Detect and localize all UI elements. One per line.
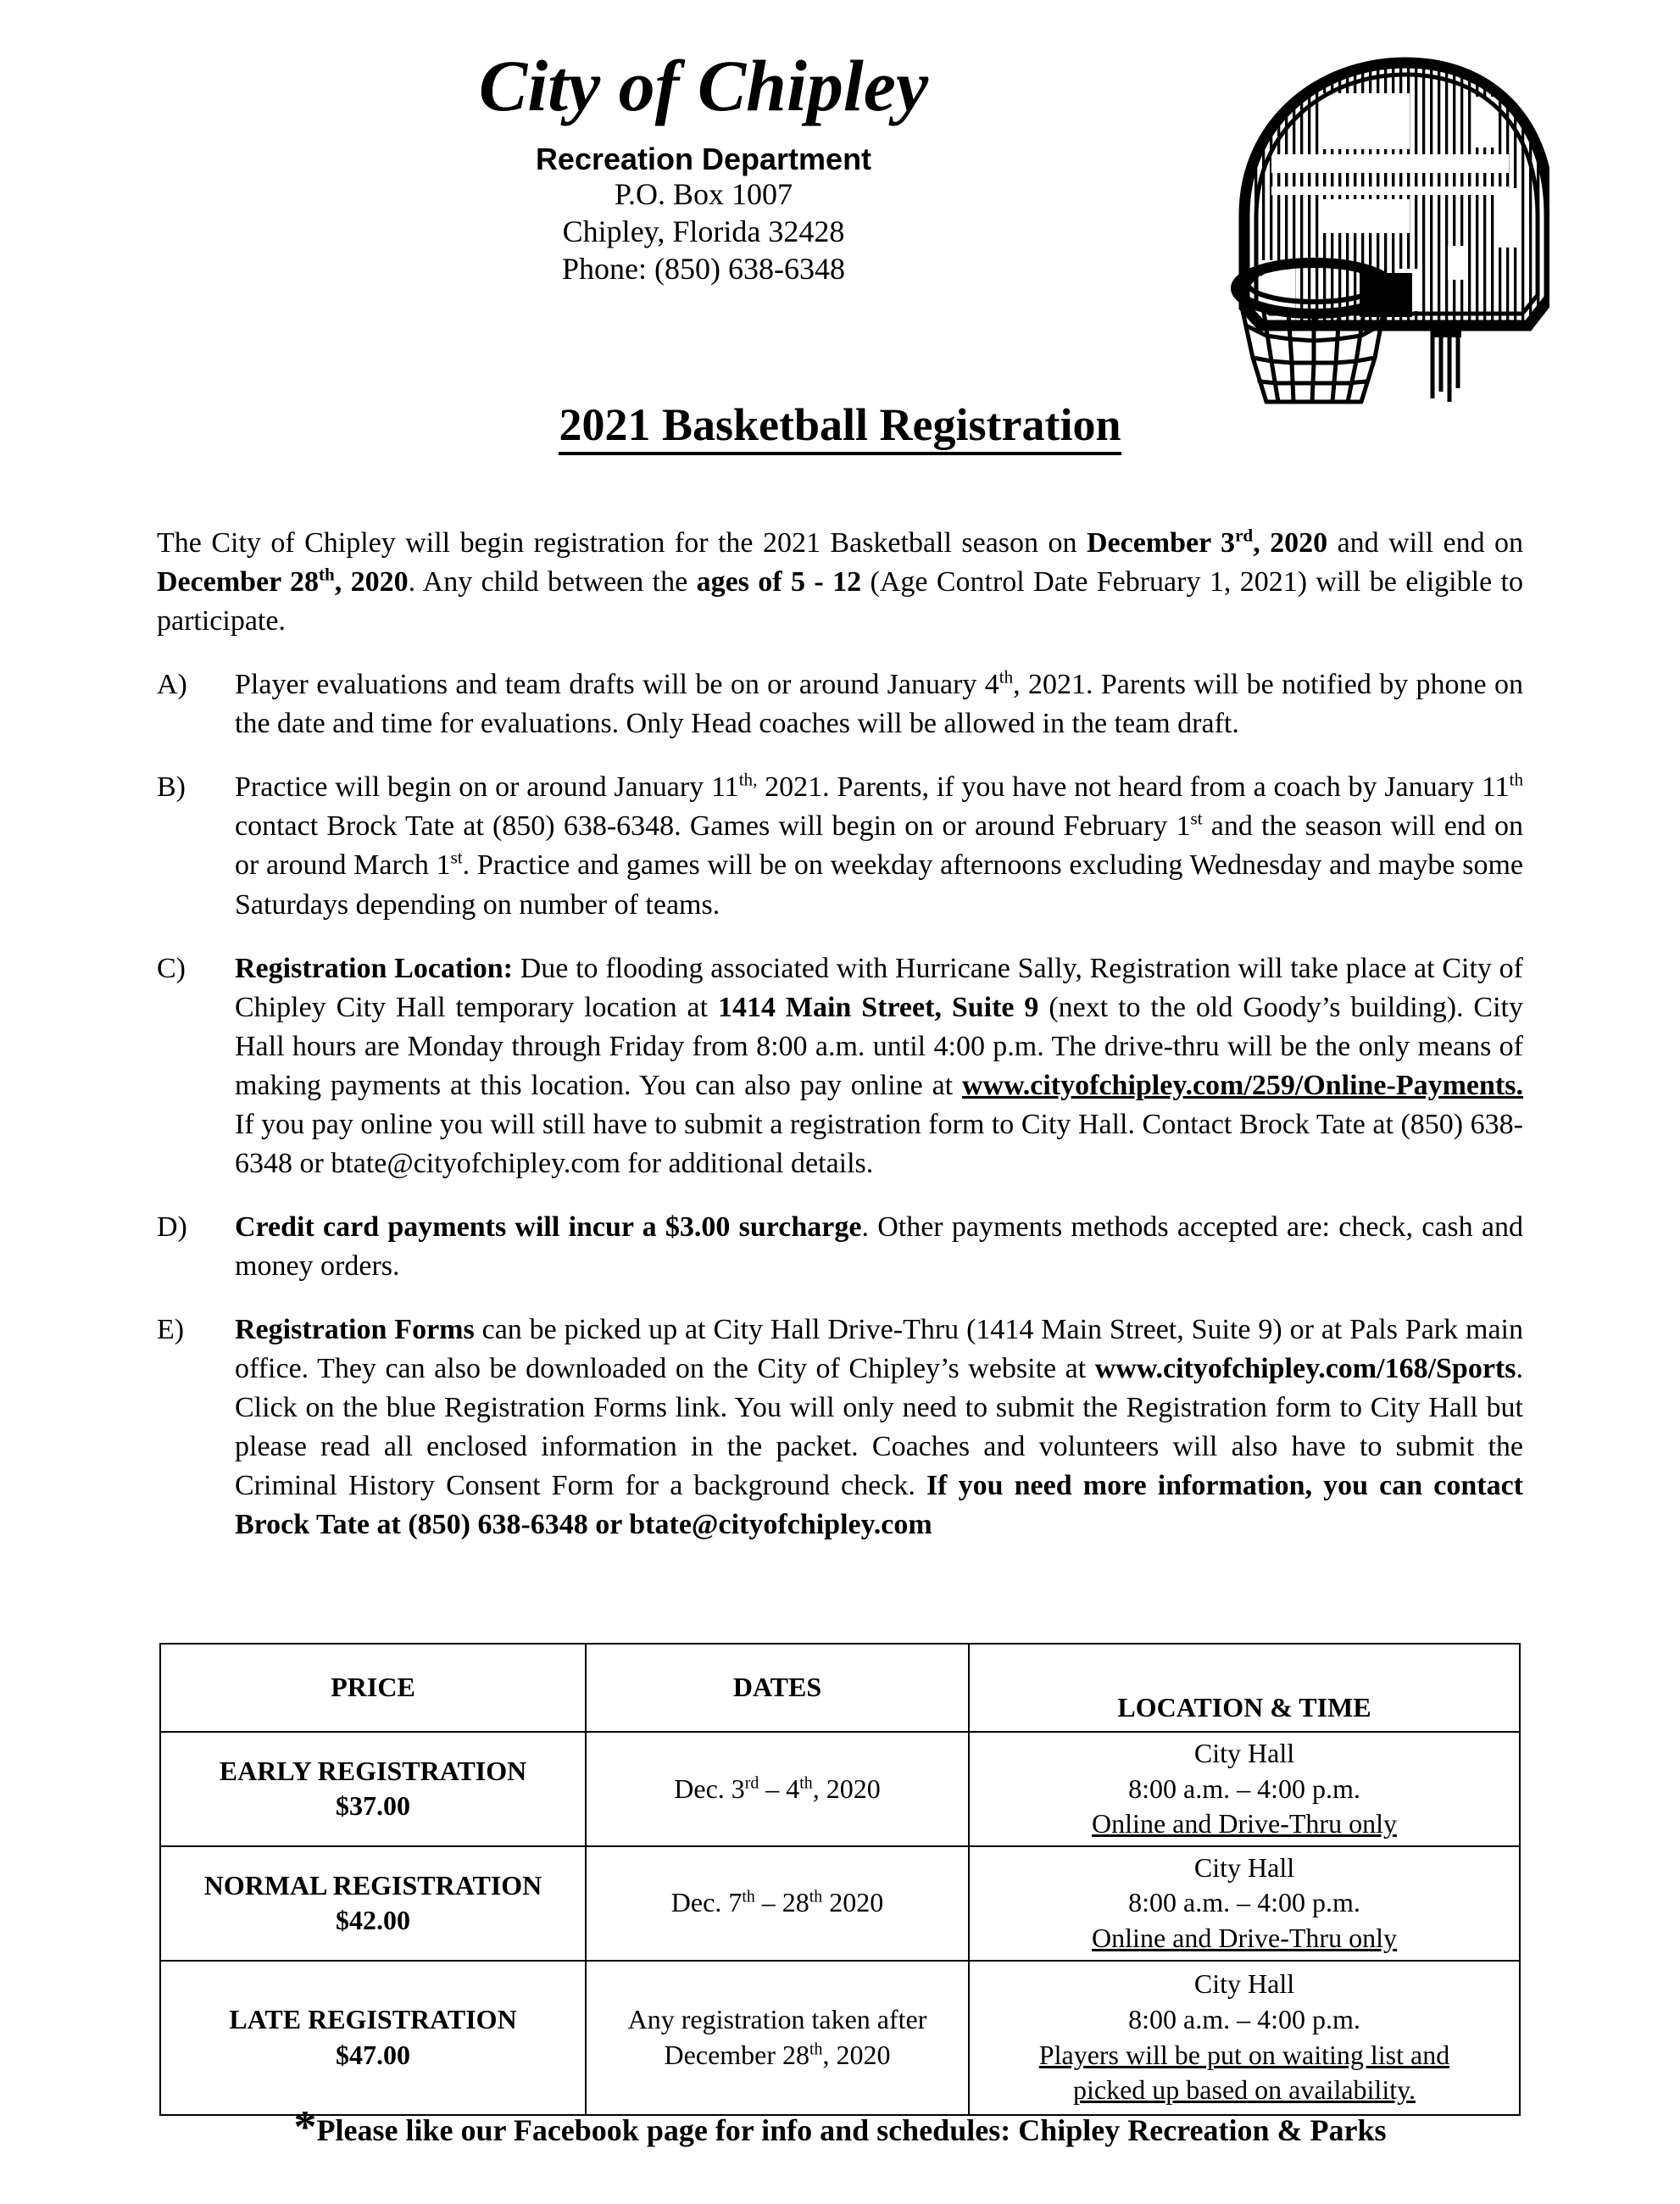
footer-note: [0, 2101, 1680, 2153]
column-header-location: LOCATION & TIME: [969, 1644, 1520, 1732]
intro-paragraph: [157, 524, 1523, 641]
table-row: [160, 1961, 1520, 2115]
location-hours: 8:00 a.m. – 4:00 p.m.: [1128, 1887, 1360, 1918]
basketball-hoop-icon: [1193, 19, 1549, 442]
table-row: [160, 1846, 1520, 1961]
address-city-state-zip: Chipley, Florida 32428: [562, 214, 845, 249]
list-item: [157, 768, 1523, 924]
organization-title: City of Chipley: [478, 45, 929, 126]
registration-address: 1414 Main Street, Suite 9: [717, 991, 1039, 1023]
location-note: Online and Drive-Thru only: [1092, 1808, 1397, 1839]
cell-location-normal: [969, 1846, 1520, 1961]
letterhead-header: [0, 0, 1680, 475]
address-phone: Phone: (850) 638-6348: [562, 252, 845, 287]
letterhead-text-block: [280, 45, 1127, 288]
item-marker-a: A): [157, 669, 187, 701]
location-hours: 8:00 a.m. – 4:00 p.m.: [1128, 1773, 1360, 1804]
intro-text-1: The City of Chipley will begin registration for the 2021 Basketball season on: [157, 527, 1087, 559]
document-body: [157, 524, 1523, 1544]
location-hours: 8:00 a.m. – 4:00 p.m.: [1128, 2003, 1360, 2034]
intro-text-4: (Age Control Date February 1, 2021) will be eligible to participate.: [157, 566, 1523, 637]
list-item: [157, 1311, 1523, 1544]
intro-text-3: . Any child between the: [408, 566, 697, 598]
contact-info-bold: If you need more information, you can contact Brock Tate at (850) 638-6348 or btate@cityofchipley.com: [235, 1470, 1524, 1541]
location-name: City Hall: [1193, 1738, 1295, 1768]
address-po-box: P.O. Box 1007: [614, 177, 793, 212]
item-marker-b: B): [157, 771, 186, 804]
list-item: [157, 665, 1523, 743]
surcharge-notice: Credit card payments will incur a $3.00 surcharge: [235, 1211, 862, 1243]
item-body-a: Player evaluations and team drafts will be on or around January 4th, 2021. Parents will be notified by phone on the date and time for evaluations. Only Head coaches will be allowed in the team draft.: [235, 666, 1524, 740]
online-payments-link[interactable]: www.cityofchipley.com/259/Online-Payments.: [961, 1069, 1523, 1101]
document-title-text: 2021 Basketball Registration: [559, 399, 1121, 455]
price-label: NORMAL REGISTRATION: [203, 1869, 542, 1901]
column-header-price: PRICE: [160, 1644, 586, 1732]
item-marker-d: D): [157, 1211, 187, 1243]
column-header-dates: DATES: [586, 1644, 969, 1732]
cell-price-early: [160, 1732, 586, 1846]
registration-price-table: [159, 1643, 1521, 2116]
item-marker-e: E): [157, 1314, 185, 1346]
cell-dates-normal: Dec. 7th – 28th 2020: [586, 1846, 969, 1961]
location-note-line-2: picked up based on availability.: [1072, 2074, 1416, 2106]
late-dates-line-1: Any registration taken after: [627, 2003, 927, 2034]
item-body-d: Credit card payments will incur a $3.00 surcharge. Other payments methods accepted are: check, cash and money orders.: [235, 1211, 1524, 1282]
price-label: EARLY REGISTRATION: [219, 1755, 527, 1786]
list-item: [157, 949, 1523, 1183]
location-name: City Hall: [1193, 1851, 1295, 1883]
price-amount: $37.00: [336, 1790, 410, 1822]
location-note-line-1: Players will be put on waiting list and: [1038, 2039, 1450, 2070]
price-label: LATE REGISTRATION: [229, 2003, 517, 2034]
registration-forms-label: Registration Forms: [235, 1314, 475, 1346]
price-amount: $42.00: [336, 1905, 410, 1936]
list-item: [157, 1208, 1523, 1286]
cell-price-late: [160, 1961, 586, 2115]
intro-bold-ages: ages of 5 - 12: [696, 566, 862, 598]
asterisk-icon: *: [293, 2101, 317, 2152]
document-title: [0, 398, 1680, 451]
intro-bold-date-2: December 28th, 2020: [157, 564, 409, 598]
footer-text: Please like our Facebook page for info and schedules: Chipley Recreation & Parks: [316, 2113, 1387, 2147]
item-body-e: Registration Forms can be picked up at City Hall Drive-Thru (1414 Main Street, Suite 9) or at Pals Park main office. They can also be downloaded on the City of Chipley’s website at www.cityofchipley.com/168/Sports. Click on the blue Registration Forms link. You will only need to submit the Registration form to City Hall but please read all enclosed information in the packet. Coaches and volunteers will also have to submit the Criminal History Consent Form for a background check. If you need more information, you can contact Brock Tate at (850) 638-6348 or btate@cityofchipley.com: [235, 1314, 1524, 1541]
item-body-c: Registration Location: Due to flooding associated with Hurricane Sally, Registration will take place at City of Chipley City Hall temporary location at 1414 Main Street, Suite 9 (next to the old Goody’s building). City Hall hours are Monday through Friday from 8:00 a.m. until 4:00 p.m. The drive-thru will be the only means of making payments at this location. You can also pay online at www.cityofchipley.com/259/Online-Payments. If you pay online you will still have to submit a registration form to City Hall. Contact Brock Tate at (850) 638-6348 or btate@cityofchipley.com for additional details.: [235, 952, 1523, 1179]
late-dates-line-2: December 28th, 2020: [664, 2039, 891, 2070]
sports-page-link[interactable]: www.cityofchipley.com/168/Sports: [1094, 1353, 1516, 1385]
intro-text-2: and will end on: [1327, 527, 1524, 559]
location-note: Online and Drive-Thru only: [1092, 1922, 1397, 1953]
item-marker-c: C): [157, 952, 186, 984]
registration-location-label: Registration Location:: [235, 952, 513, 984]
cell-price-normal: [160, 1846, 586, 1961]
department-name: Recreation Department: [535, 142, 872, 176]
table-row: [160, 1732, 1520, 1846]
intro-bold-date-1: December 3rd, 2020: [1086, 525, 1328, 559]
price-amount: $47.00: [336, 2039, 410, 2070]
cell-dates-early: Dec. 3rd – 4th, 2020: [586, 1732, 969, 1846]
cell-dates-late: [586, 1961, 969, 2115]
location-name: City Hall: [1193, 1968, 1295, 2000]
cell-location-early: [969, 1732, 1520, 1846]
cell-location-late: [969, 1961, 1520, 2115]
item-body-b: Practice will begin on or around January $11^{th,}$ 2021. Parents, if you have not heard from a coach by January 11th contact Brock Tate at (850) 638-6348. Games will begin on or around February 1st and the season will end on or around March 1st. Practice and games will be on weekday afternoons excluding Wednesday and maybe some Saturdays depending on number of teams.: [235, 769, 1523, 921]
table-header-row: [160, 1644, 1520, 1732]
